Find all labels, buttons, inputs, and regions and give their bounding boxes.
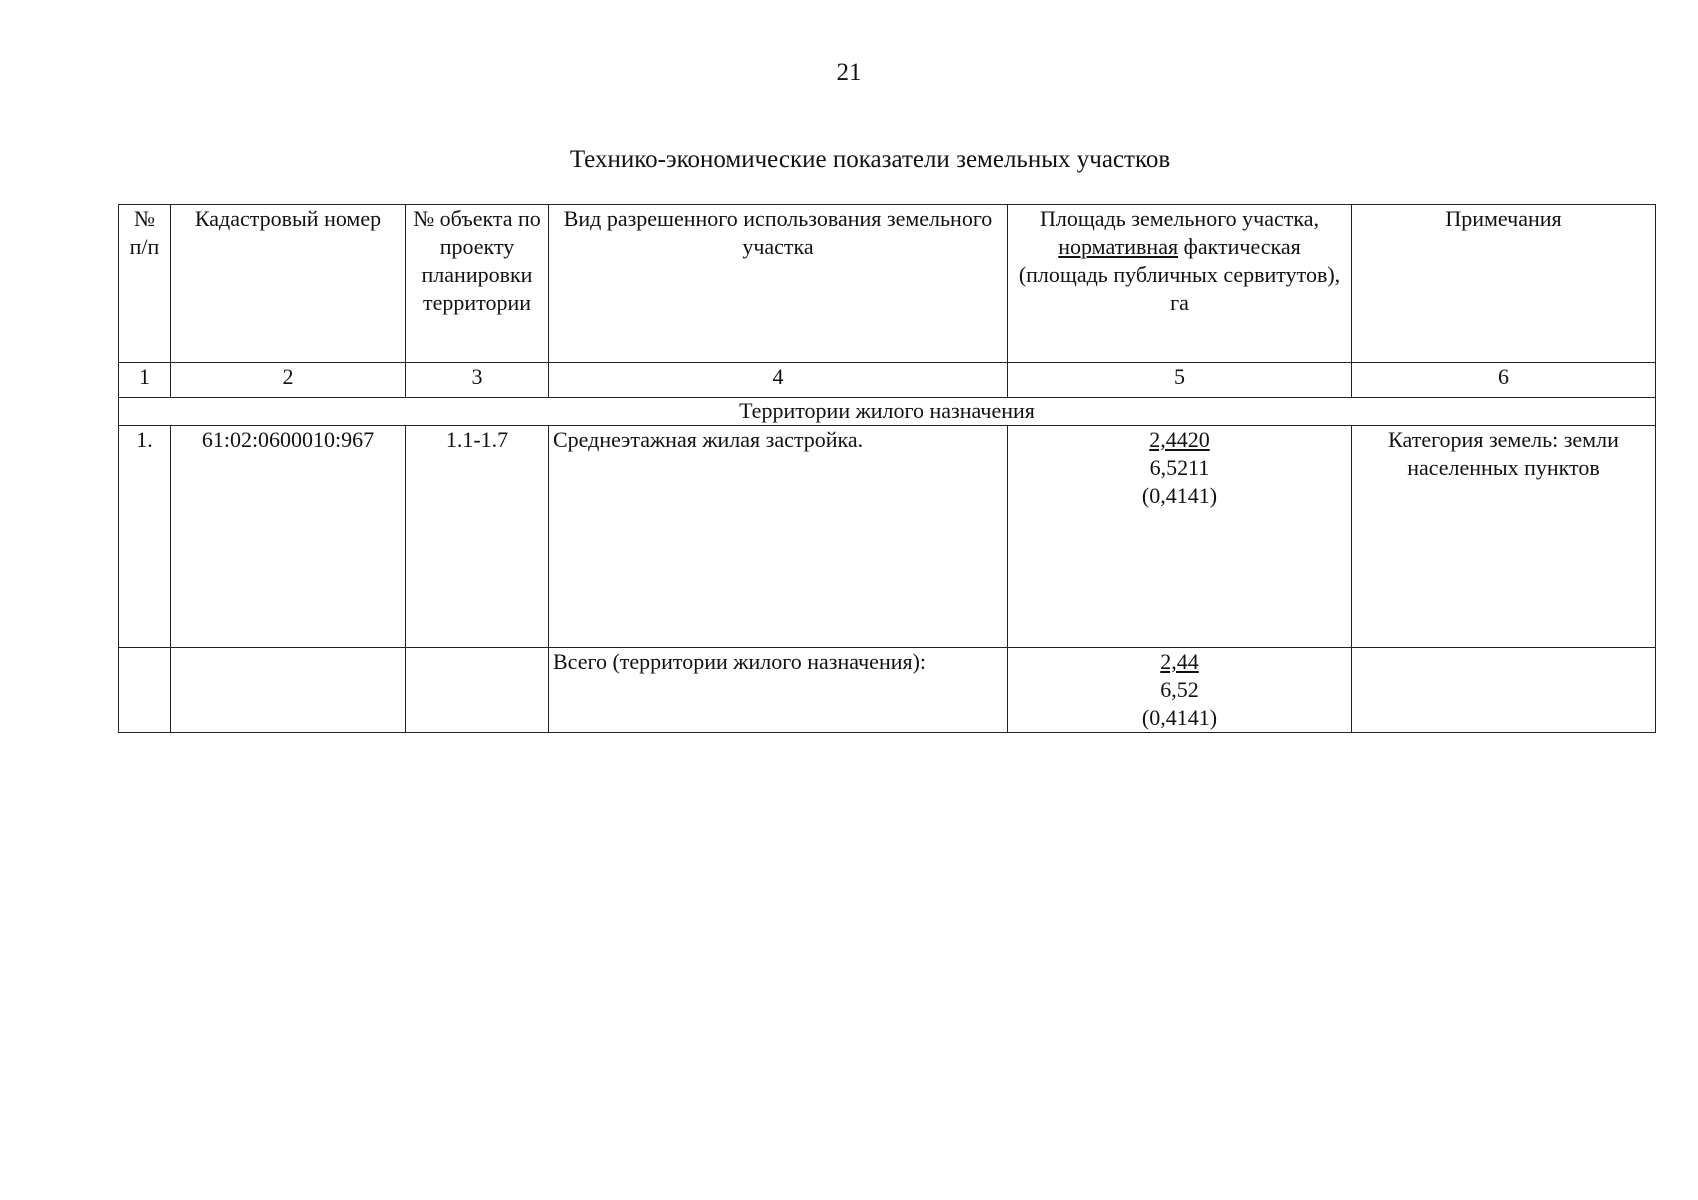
total-row (119, 648, 1656, 733)
empty-cell (171, 648, 406, 733)
object-number-cell: 1.1-1.7 (406, 426, 549, 648)
area-servitude: (0,4141) (1141, 483, 1218, 508)
page-number: 21 (836, 59, 862, 86)
header-object-number: № объекта по проекту планировки территории (406, 205, 549, 363)
land-plots-table (118, 204, 1656, 733)
column-number: 1 (119, 363, 171, 398)
document-title: Технико-экономические показатели земельных участков (569, 146, 1171, 173)
header-permitted-use: Вид разрешенного использования земельного участка (549, 205, 1008, 363)
column-number-row (119, 363, 1656, 398)
header-area-prefix: Площадь земельного участка, (1039, 206, 1320, 231)
total-area-normative: 2,44 (1160, 649, 1199, 674)
total-area-actual: 6,52 (1160, 677, 1199, 702)
header-area (1008, 205, 1352, 363)
column-number: 2 (171, 363, 406, 398)
row-number-cell: 1. (119, 426, 171, 648)
header-area-rest: фактическая (площадь публичных сервитутов), (1018, 234, 1341, 287)
table-header-row (119, 205, 1656, 363)
column-number: 6 (1352, 363, 1656, 398)
empty-cell (406, 648, 549, 733)
area-normative: 2,4420 (1149, 427, 1210, 452)
header-cadastral-number: Кадастровый номер (171, 205, 406, 363)
column-number: 3 (406, 363, 549, 398)
header-row-number: № п/п (119, 205, 171, 363)
empty-cell (119, 648, 171, 733)
column-number: 4 (549, 363, 1008, 398)
cadastral-number-cell: 61:02:0600010:967 (171, 426, 406, 648)
table-row (119, 426, 1656, 648)
header-area-normative: нормативная (1058, 234, 1179, 259)
area-actual: 6,5211 (1149, 455, 1210, 480)
notes-cell: Категория земель: земли населенных пунктов (1352, 426, 1656, 648)
empty-cell (1352, 648, 1656, 733)
total-label: Всего (территории жилого назначения): (549, 648, 1008, 733)
area-cell (1008, 426, 1352, 648)
header-area-unit: га (1170, 290, 1189, 315)
permitted-use-cell: Среднеэтажная жилая застройка. (549, 426, 1008, 648)
total-area-servitude: (0,4141) (1141, 705, 1218, 730)
section-title: Территории жилого назначения (119, 398, 1656, 426)
column-number: 5 (1008, 363, 1352, 398)
total-area-cell (1008, 648, 1352, 733)
header-notes: Примечания (1352, 205, 1656, 363)
section-row (119, 398, 1656, 426)
